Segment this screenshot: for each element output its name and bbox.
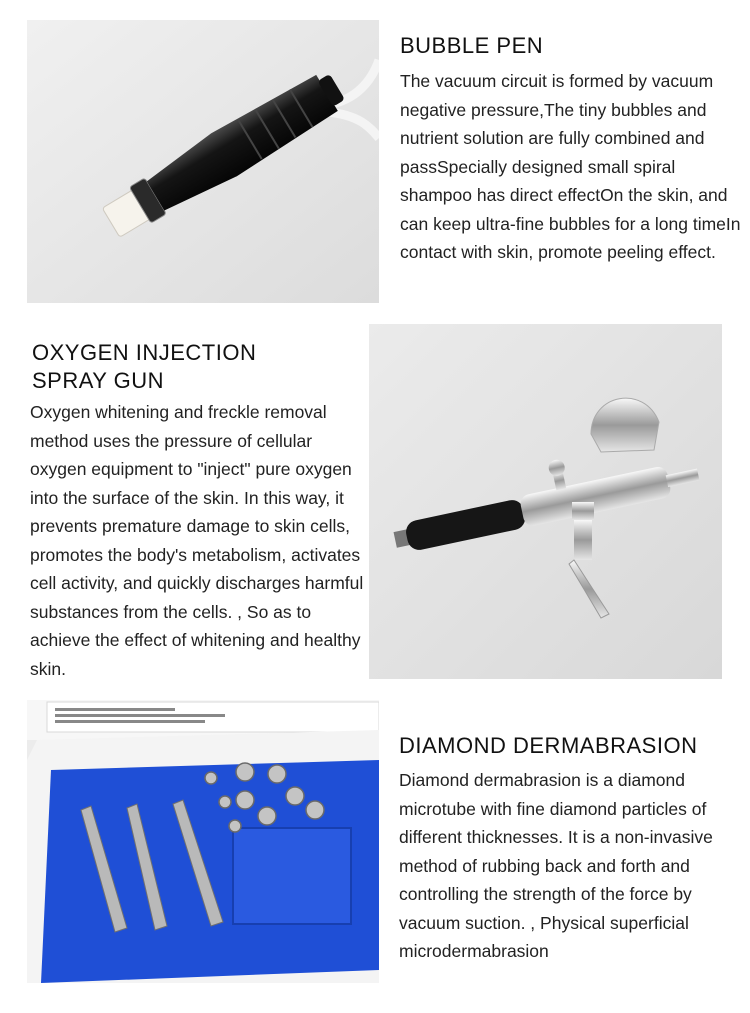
diamond-kit-image xyxy=(27,700,379,983)
spray-gun-title-line2: SPRAY GUN xyxy=(32,368,165,393)
spray-gun-title-line1: OXYGEN INJECTION xyxy=(32,340,257,365)
bubble-pen-description: The vacuum circuit is formed by vacuum negative pressure,The tiny bubbles and nutrient solution are fully combined and passSpecially designed small spiral shampoo has direct effectOn the skin, and can keep ultra-fine bubbles for a long timeIn contact with skin, promote peeling effect. xyxy=(400,71,741,262)
bubble-pen-image xyxy=(27,20,379,303)
spray-gun-image xyxy=(369,324,722,679)
spray-gun-photo xyxy=(369,324,722,679)
diamond-dermabrasion-title: DIAMOND DERMABRASION xyxy=(399,733,698,758)
spray-gun-description: Oxygen whitening and freckle removal method uses the pressure of cellular oxygen equipment to "inject" pure oxygen into the surface of the skin. In this way, it prevents premature damage to skin cells, promotes the body's metabolism, activates cell activity, and quickly discharges harmful substances from the cells. , So as to achieve the effect of whitening and healthy skin. xyxy=(30,402,364,679)
bubble-pen-photo xyxy=(27,20,379,303)
diamond-kit-photo xyxy=(27,700,379,983)
diamond-dermabrasion-description: Diamond dermabrasion is a diamond microtube with fine diamond particles of different thicknesses. It is a non-invasive method of rubbing back and forth and controlling the strength of the force by vacuum suction. , Physical superficial microdermabrasion xyxy=(399,770,713,961)
bubble-pen-title: BUBBLE PEN xyxy=(400,33,544,58)
